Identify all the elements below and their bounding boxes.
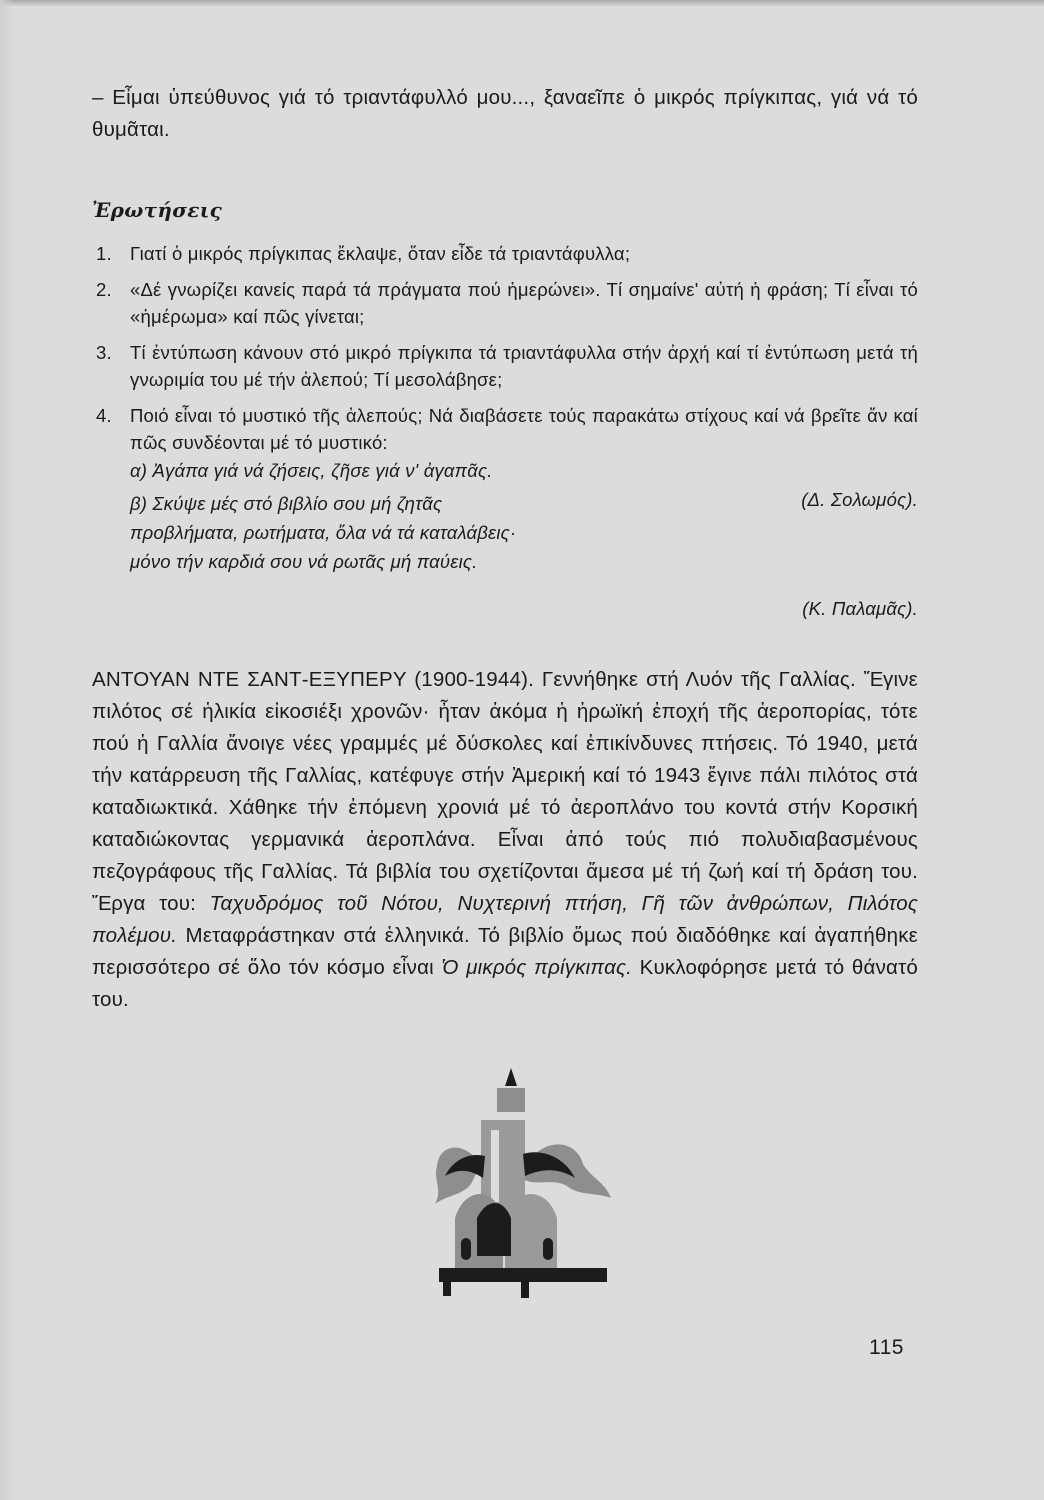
question-item [92, 276, 918, 330]
question-number: 4. [96, 405, 112, 426]
question-text: Ποιό εἶναι τό μυστικό τῆς ἀλεπούς; Νά διαβάσετε τούς παρακάτω στίχους καί νά βρεῖτε ἄν καί πῶς συνδέονται μέ τό μυστικό: [130, 405, 918, 453]
page-top-edge [0, 0, 1044, 6]
questions-heading: Ἐρωτήσεις [92, 198, 223, 222]
ornament-spire [505, 1068, 517, 1086]
question-number: 2. [96, 279, 112, 300]
question-number: 1. [96, 243, 112, 264]
ornament-column-highlight [491, 1130, 499, 1202]
biography-part-1: ΑΝΤΟΥΑΝ ΝΤΕ ΣΑΝΤ-ΕΞΥΠΕΡΥ (1900-1944). Γεννήθηκε στή Λυόν τῆς Γαλλίας. Ἔγινε πιλότος σέ ἡλικία εἰκοσιέξι χρονῶν· ἦταν ἀκόμα ἡ ἡρωϊκή ἐποχή τῆς ἀεροπορίας, τότε πού ἡ Γαλλία ἄνοιγε νέες γραμμές μέ δύσκολες καί ἐπικίνδυνες πτήσεις. Τό 1940, μετά τήν κατάρρευση τῆς Γαλλίας, κατέφυγε στήν Ἀμερική καί τό 1943 ἔγινε πάλι πιλότος στά καταδιωκτικά. Χάθηκε τήν ἐπόμενη χρονιά μέ τό ἀεροπλάνο του κοντά στήν Κορσική καταδιώκοντας γερμανικά ἀεροπλάνα. Εἶναι ἀπό τούς πιό πολυδιαβασμένους πεζογράφους τῆς Γαλλίας. Τά βιβλία του σχετίζονται ἄμεσα μέ τή ζωή καί τή δράση του. Ἔργα του: [92, 668, 918, 915]
intro-text: – Εἶμαι ὑπεύθυνος γιά τό τριαντάφυλλό μου..., ξαναεῖπε ὁ μικρός πρίγκιπας, γιά νά τό θυμᾶται. [92, 86, 918, 141]
biography-famous-title: Ὁ μικρός πρίγκιπας. [441, 956, 633, 979]
biography-text [92, 664, 918, 1016]
verse-b [130, 489, 918, 576]
page-number: 115 [869, 1336, 904, 1359]
fountain-ornament-icon [425, 1068, 625, 1308]
question-item [92, 339, 918, 393]
question-text: Γιατί ὁ μικρός πρίγκιπας ἔκλαψε, ὅταν εἶδε τά τριαντάφυλλα; [130, 243, 631, 264]
biography-part-3: Κυκλοφόρησε μετά τό θάνατό του. [92, 956, 918, 1011]
question-item [92, 402, 918, 620]
verse-a-line: α) Ἀγάπα γιά νά ζήσεις, ζῆσε γιά ν' ἀγαπᾶς. [130, 460, 493, 481]
biography-part-2: Μεταφράστηκαν στά ἑλληνικά. Τό βιβλίο ὅμως πού διαδόθηκε καί ἀγαπήθηκε περισσότερο σέ ὅλο τόν κόσμο εἶναι [92, 924, 918, 979]
verse-b-line: μόνο τήν καρδιά σου νά ρωτᾶς μή παύεις. [130, 551, 478, 572]
verse-a [130, 456, 918, 485]
verse-b-attribution: (Κ. Παλαμᾶς). [802, 598, 918, 619]
question-number: 3. [96, 342, 112, 363]
verse-b-line: προβλήματα, ρωτήματα, ὅλα νά τά καταλάβεις· [130, 522, 517, 543]
verse-a-attribution: (Δ. Σολωμός). [801, 489, 918, 510]
question-text: «Δέ γνωρίζει κανείς παρά τά πράγματα πού ἡμερώνει». Τί σημαίνε' αὐτή ἡ φράση; Τί εἶναι τό «ἡμέρωμα» καί πῶς γίνεται; [130, 279, 918, 327]
question-text: Τί ἐντύπωση κάνουν στό μικρό πρίγκιπα τά τριαντάφυλλα στήν ἀρχή καί τί ἐντύπωση μετά τή γνωριμία του μέ τήν ἀλεπού; Τί μεσολάβησε; [130, 342, 918, 390]
verse-b-attribution-row [130, 576, 918, 620]
ornament-drop-left [461, 1238, 471, 1260]
ornament-cap [497, 1088, 525, 1112]
verse-b-line: β) Σκύψε μές στό βιβλίο σου μή ζητᾶς [130, 493, 443, 514]
intro-paragraph [92, 82, 918, 146]
page-gutter-shadow [0, 0, 14, 1500]
author-biography [92, 664, 918, 1016]
ornament-basin-shadow [477, 1203, 511, 1256]
questions-list [92, 240, 918, 629]
biography-works: Ταχυδρόμος τοῦ Νότου, Νυχτερινή πτήση, Γῆ τῶν ἀνθρώπων, Πιλότος πολέμου. [92, 892, 918, 947]
ornament-base-post [521, 1274, 529, 1298]
question-item [92, 240, 918, 267]
ornament-drop-right [543, 1238, 553, 1260]
ornament-base-foot [443, 1282, 451, 1296]
